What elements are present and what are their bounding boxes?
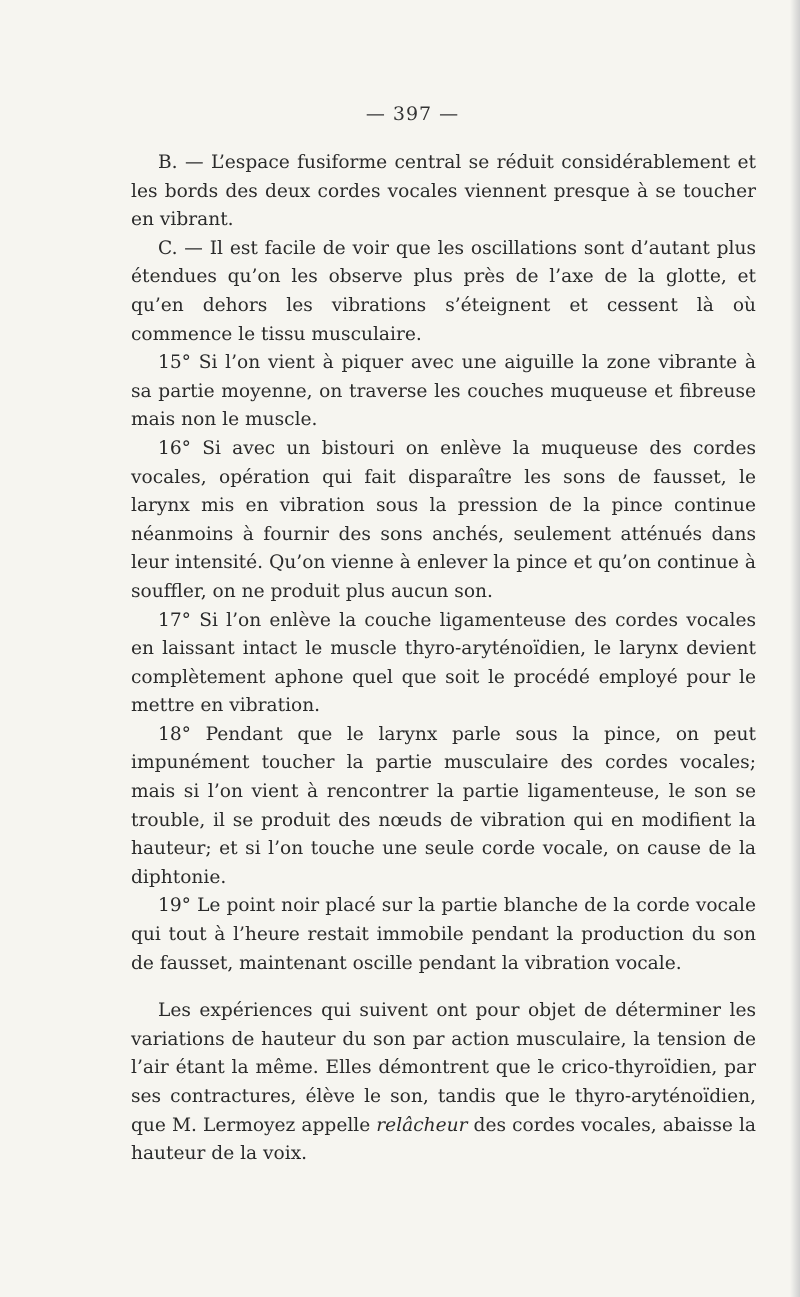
body-text bbox=[131, 149, 756, 1169]
italic-term-relacheur: relâcheur bbox=[376, 1114, 468, 1136]
paragraph-17: 17° Si l’on enlève la couche ligamenteuse des cordes vocales en laissant intact le muscle thyro-aryténoïdien, le larynx devient complètement aphone quel que soit le procédé employé pour le mettre en vibration. bbox=[131, 609, 756, 717]
paragraph-16: 16° Si avec un bistouri on enlève la muqueuse des cordes vocales, opération qui fait disparaître les sons de fausset, le larynx mis en vibration sous la pression de la pince continue néanmoins à fournir des sons anchés, seulement atténués dans leur intensité. Qu’on vienne à enlever la pince et qu’on continue à souffler, on ne produit plus aucun son. bbox=[131, 437, 756, 602]
paragraph-19: 19° Le point noir placé sur la partie blanche de la corde vocale qui tout à l’heure restait immobile pendant la production du son de fausset, maintenant oscille pendant la vibration vocale. bbox=[131, 895, 756, 974]
page-edge-shadow bbox=[790, 0, 800, 1297]
paragraph-c: C. — Il est facile de voir que les oscillations sont d’autant plus étendues qu’on les observe plus près de l’axe de la glotte, et qu’en dehors les vibrations s’éteignent et cessent là où commence le tissu musculaire. bbox=[131, 237, 756, 345]
paragraph-15: 15° Si l’on vient à piquer avec une aiguille la zone vibrante à sa partie moyenne, on traverse les couches muqueuse et fibreuse mais non le muscle. bbox=[131, 352, 756, 431]
paragraph-experiments-part-1: Les expériences qui suivent ont pour objet de déterminer les variations de hauteur du son par action musculaire, la tension de l’air étant la même. Elles démontrent que le crico-thyroïdien, par ses contractures, élève le son, tandis que le thyro-aryténoïdien, que M. Lermoyez appelle bbox=[131, 1000, 756, 1136]
paragraph-experiments-part-2: des cordes vocales, abaisse la hauteur de la voix. bbox=[131, 1114, 756, 1165]
paragraph-experiments bbox=[131, 997, 756, 1169]
page-number: — 397 — bbox=[365, 103, 460, 125]
paragraph-18: 18° Pendant que le larynx parle sous la pince, on peut impunément toucher la partie musculaire des cordes vocales; mais si l’on vient à rencontrer la partie ligamenteuse, le son se trouble, il se produit des nœuds de vibration qui en modifient la hauteur; et si l’on touche une seule corde vocale, on cause de la diphtonie. bbox=[131, 723, 756, 888]
paragraph-b: B. — L’espace fusiforme central se réduit considérablement et les bords des deux cordes vocales viennent presque à se toucher en vibrant. bbox=[131, 152, 756, 231]
